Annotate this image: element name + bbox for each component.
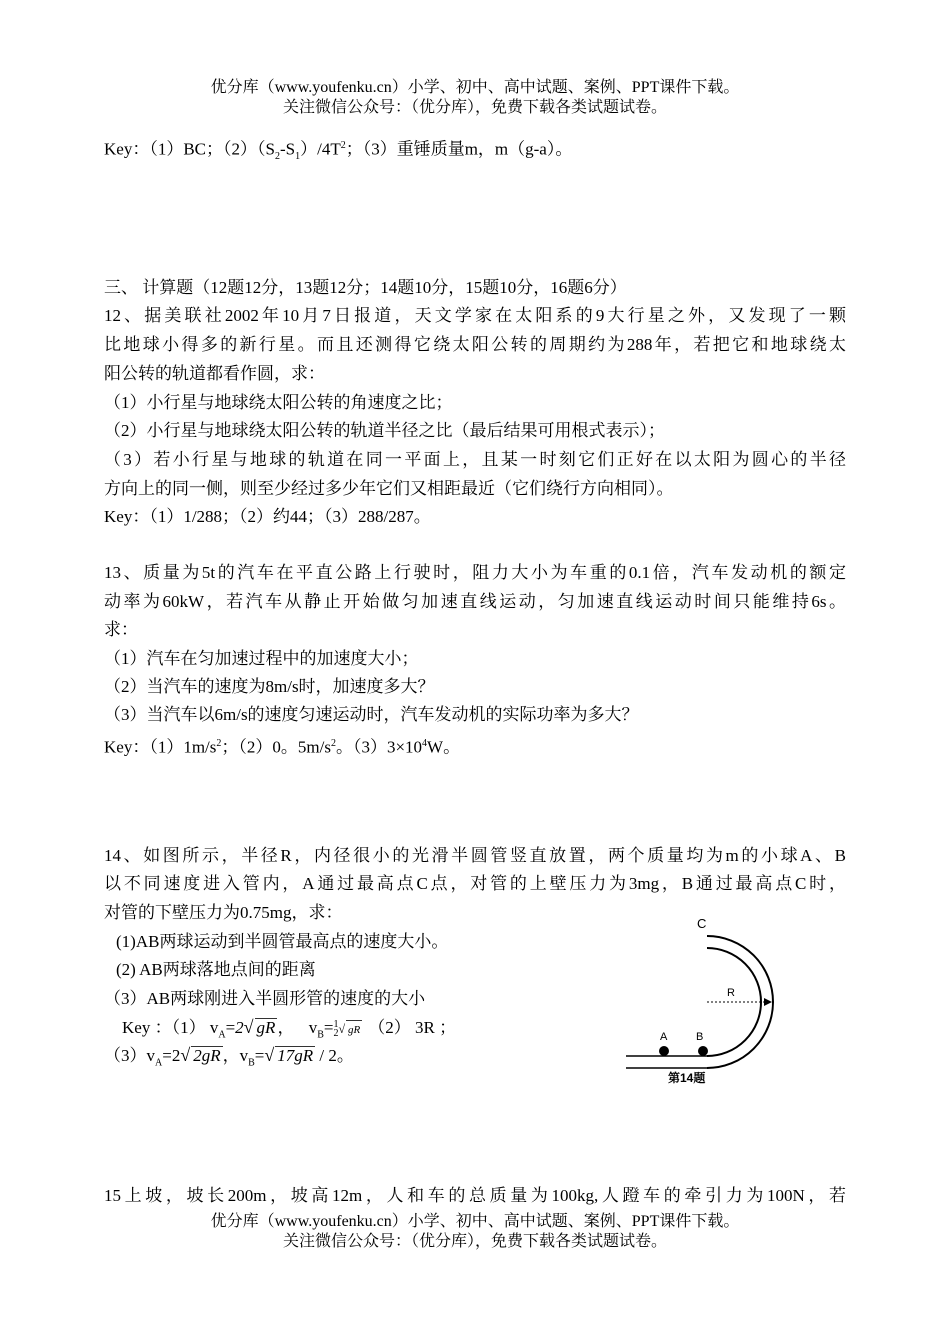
q13-line-3: 求： bbox=[104, 620, 138, 639]
q14-part-3: （3）AB两球刚进入半圆形管的速度的大小 bbox=[104, 989, 426, 1008]
radius-arrowhead bbox=[764, 998, 772, 1006]
header-line-1: 优分库（www.youfenku.cn）小学、初中、高中试题、案例、PPT课件下载。 bbox=[210, 79, 740, 96]
q14-key-2: $(3)v_A=2√$ 2gR ，$v_B=√$ 17gR / 2。 bbox=[104, 1045, 354, 1069]
semicircle-tube-figure bbox=[622, 912, 782, 1092]
figure-label-c: C bbox=[697, 916, 707, 931]
q15-line-1: 15上坡，坡长200m，坡高12m，人和车的总质量为100kg,人蹬车的牵引力为100N，若 bbox=[104, 1186, 846, 1205]
footer-line-1: 优分库（www.youfenku.cn）小学、初中、高中试题、案例、PPT课件下载。 bbox=[210, 1213, 740, 1230]
figure-label-r: R bbox=[727, 987, 735, 999]
q13-part-1: （1）汽车在匀加速过程中的加速度大小； bbox=[104, 649, 419, 668]
q13-part-2: （2）当汽车的速度为8m/s时，加速度多大？ bbox=[104, 677, 435, 696]
sqrt-icon: √ bbox=[264, 1045, 275, 1065]
page-footer bbox=[0, 1212, 950, 1252]
sqrt-icon: √ bbox=[180, 1045, 191, 1065]
q12-key: Key：（1）1/288；（2）约44；（3）288/287。 bbox=[104, 507, 431, 526]
sqrt-icon: √ bbox=[338, 1022, 346, 1036]
q13-part-3: （3）当汽车以6m/s的速度匀速运动时，汽车发动机的实际功率为多大？ bbox=[104, 705, 639, 724]
q12-part-3a: （3）若小行星与地球的轨道在同一平面上，且某一时刻它们正好在以太阳为圆心的半径 bbox=[104, 450, 846, 469]
q14-key-1: Key ：（1） $v_A=2√$ gR ， $v_B=1$ 2√ gR （2） 3R ； bbox=[122, 1017, 457, 1041]
key-q11: Key：（1）BC；$(2)(S_2-S_1)/4T^2$；（3）重锤质量m，m（g-a）。 bbox=[104, 139, 573, 163]
page-header bbox=[0, 78, 950, 118]
q13-line-1: 13、质量为5t的汽车在平直公路上行驶时，阻力大小为车重的0.1倍，汽车发动机的额定 bbox=[104, 563, 846, 582]
q13-line-2: 动率为60kW，若汽车从静止开始做匀加速直线运动，匀加速直线运动时间只能维持6s。 bbox=[104, 592, 846, 611]
ball-b bbox=[698, 1046, 708, 1056]
q12-line-3: 阳公转的轨道都看作圆，求： bbox=[104, 364, 325, 383]
footer-line-2: 关注微信公众号：（优分库），免费下载各类试题试卷。 bbox=[282, 1233, 667, 1250]
q14-part-1: (1)AB两球运动到半圆管最高点的速度大小。 bbox=[116, 932, 449, 951]
figure-label-a: A bbox=[660, 1031, 668, 1043]
q14-line-2: 以不同速度进入管内，A通过最高点C点，对管的上壁压力为3mg，B通过最高点C时， bbox=[104, 874, 846, 893]
q13-key: Key：$(1)1m/s^2$；（2）0。$5m/s^2$。$(3)3\times 10^4W$。 bbox=[104, 737, 461, 757]
section-heading: 三、 计算题（12题12分，13题12分；14题10分，15题10分，16题6分） bbox=[104, 278, 627, 297]
q12-part-1: （1）小行星与地球绕太阳公转的角速度之比； bbox=[104, 393, 453, 412]
sqrt-icon: √ bbox=[243, 1017, 254, 1037]
fraction: 1 2 bbox=[333, 1019, 339, 1040]
ball-a bbox=[659, 1046, 669, 1056]
q14-line-3: 对管的下壁压力为0.75mg，求： bbox=[104, 903, 343, 922]
q14-part-2: (2) AB两球落地点间的距离 bbox=[116, 960, 316, 979]
header-line-2: 关注微信公众号：（优分库），免费下载各类试题试卷。 bbox=[282, 99, 667, 116]
q12-line-2: 比地球小得多的新行星。而且还测得它绕太阳公转的周期约为288年，若把它和地球绕太 bbox=[104, 335, 846, 354]
q12-part-3b: 方向上的同一侧，则至少经过多少年它们又相距最近（它们绕行方向相同）。 bbox=[104, 479, 674, 498]
figure-caption: 第14题 bbox=[668, 1071, 706, 1085]
q14-line-1: 14、如图所示，半径R，内径很小的光滑半圆管竖直放置，两个质量均为m的小球A、B bbox=[104, 846, 846, 865]
q12-part-2: （2）小行星与地球绕太阳公转的轨道半径之比（最后结果可用根式表示）； bbox=[104, 421, 665, 440]
figure-label-b: B bbox=[696, 1031, 704, 1043]
q12-line-1: 12、据美联社2002年10月7日报道，天文学家在太阳系的9大行星之外，又发现了一颗 bbox=[104, 306, 846, 325]
